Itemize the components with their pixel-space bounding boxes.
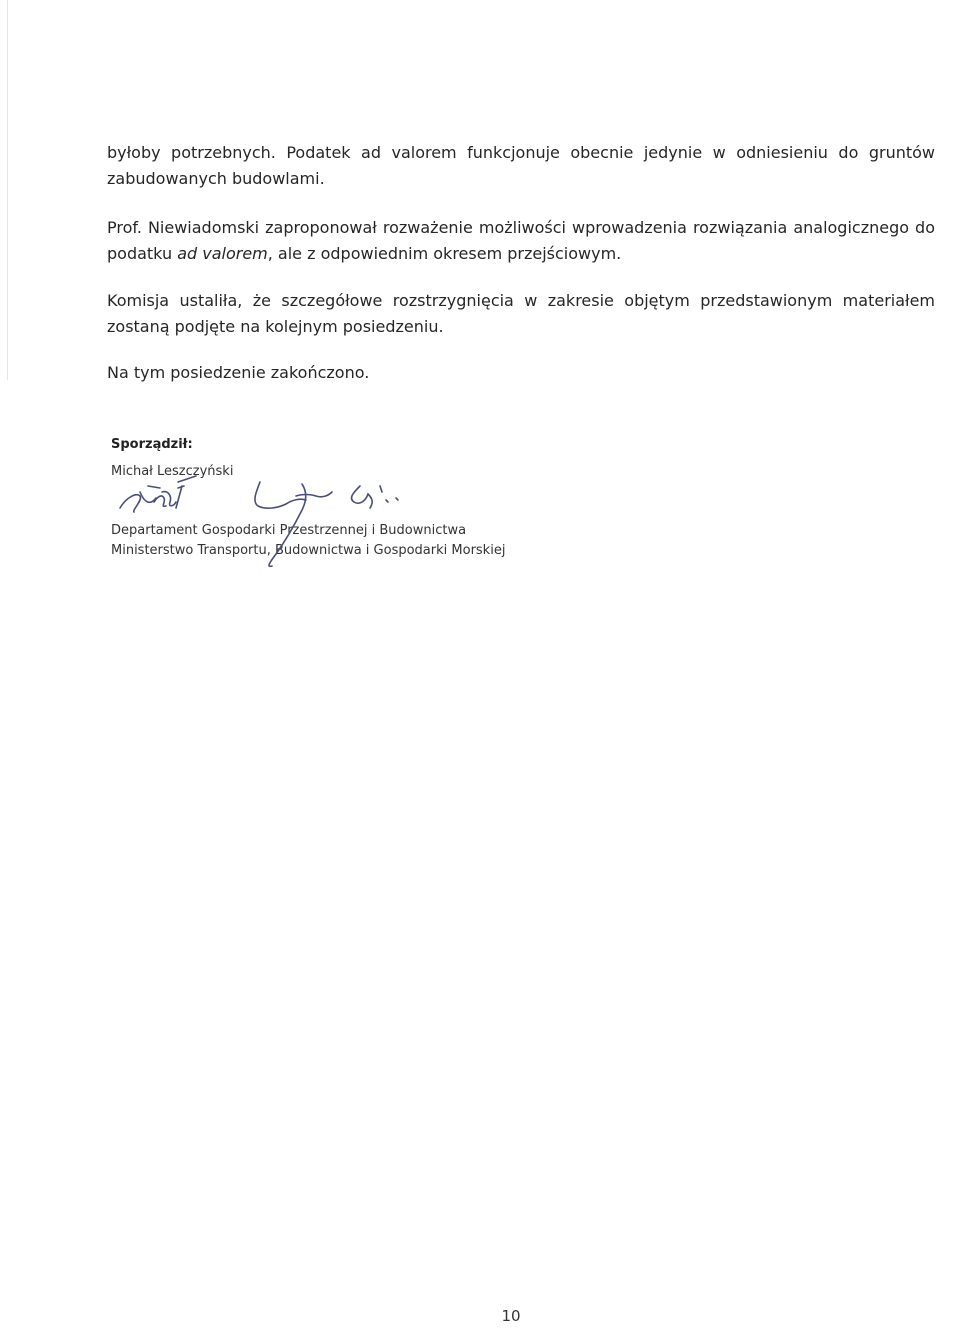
paragraph-4: Na tym posiedzenie zakończono.: [107, 363, 370, 382]
paragraph-2: [107, 215, 935, 267]
paragraph-1: byłoby potrzebnych. Podatek ad valorem funkcjonuje obecnie jedynie w odniesieniu do gruntów zabudowanych budowlami.: [107, 143, 935, 188]
scan-edge-mark: [7, 0, 8, 380]
paragraph-2-start: Prof. Niewiadomski zaproponował rozważenie możliwości wprowadzenia rozwiązania analogicznego do podatku: [107, 218, 935, 263]
paragraph-3: Komisja ustaliła, że szczegółowe rozstrzygnięcia w zakresie objętym przedstawionym materiałem zostaną podjęte na kolejnym posiedzeniu.: [107, 291, 935, 336]
author-name: Michał Leszczyński: [111, 464, 234, 479]
paragraph-2-end: , ale z odpowiednim okresem przejściowym.: [267, 244, 622, 263]
handwritten-signature: [110, 462, 440, 582]
page-number: 10: [501, 1307, 521, 1325]
signature-heading: Sporządził:: [111, 437, 193, 452]
ministry-name: Ministerstwo Transportu, Budownictwa i Gospodarki Morskiej: [111, 543, 506, 558]
paragraph-2-italic-term: ad valorem: [177, 244, 268, 263]
department-name: Departament Gospodarki Przestrzennej i Budownictwa: [111, 523, 467, 538]
